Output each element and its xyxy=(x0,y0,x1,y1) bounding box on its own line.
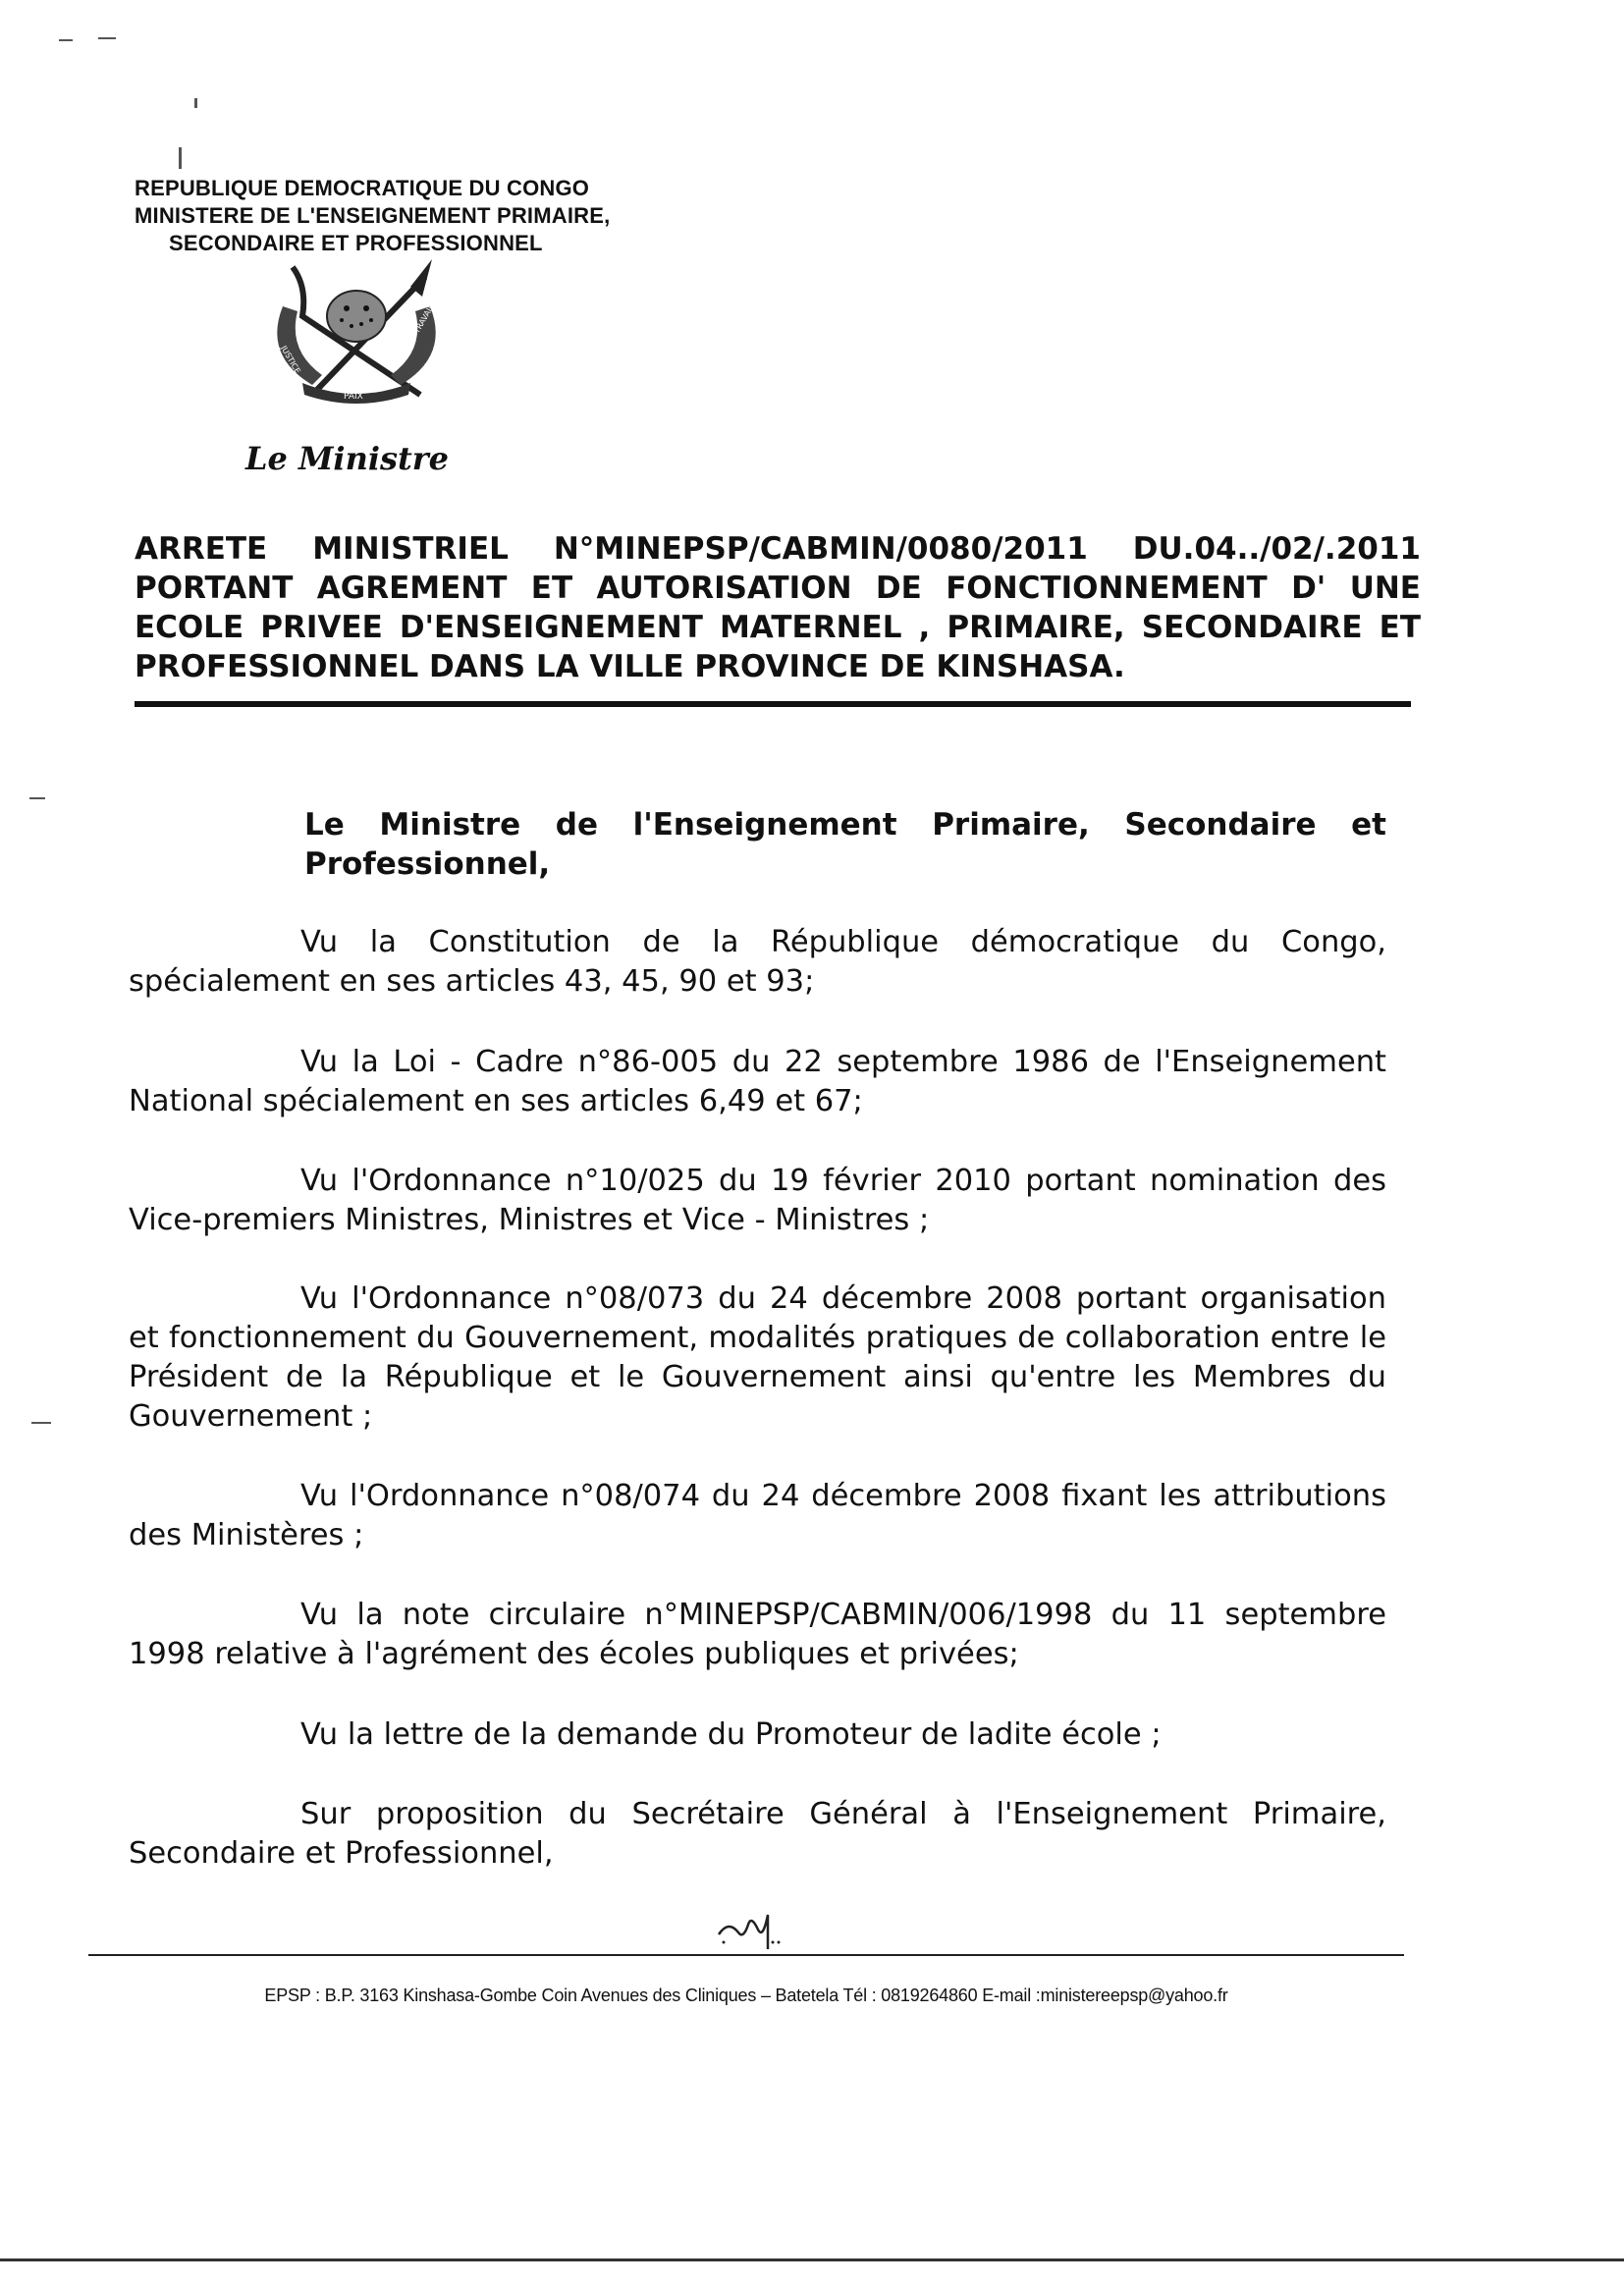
scan-speck xyxy=(194,98,197,108)
considerant-paragraph: Vu la lettre de la demande du Promoteur de ladite école ; xyxy=(300,1717,1162,1752)
considerant-paragraph: Vu l'Ordonnance n°08/073 du 24 décembre 2008 portant organisation et fonctionnement du Gouvernement, modalités pratiques de collaboration entre le Président de la République et le Gouvernement ainsi qu'entre les Membres du Gouvernement ; xyxy=(129,1281,1386,1434)
scan-speck xyxy=(59,39,73,41)
considerant-paragraph: Sur proposition du Secrétaire Général à l'Enseignement Primaire, Secondaire et Professionnel, xyxy=(129,1797,1386,1871)
decree-title-line: PROFESSIONNEL DANS LA VILLE PROVINCE DE KINSHASA. xyxy=(135,649,1125,684)
scan-speck xyxy=(29,797,45,799)
page-bottom-edge xyxy=(0,2258,1624,2261)
decree-intro: Le Ministre de l'Enseignement Primaire, Secondaire et Professionnel, xyxy=(304,807,1386,882)
decree-title-line: ECOLE PRIVEE D'ENSEIGNEMENT MATERNEL , PRIMAIRE, SECONDAIRE ET xyxy=(135,610,1421,645)
scan-speck xyxy=(179,147,182,169)
congo-coat-of-arms-icon xyxy=(253,257,460,405)
footer-divider xyxy=(88,1954,1404,1956)
header-ministry: MINISTERE DE L'ENSEIGNEMENT PRIMAIRE, xyxy=(135,203,611,228)
considerant-paragraph: Vu l'Ordonnance n°08/074 du 24 décembre 2008 fixant les attributions des Ministères ; xyxy=(129,1479,1386,1552)
considerant-paragraph: Vu la Constitution de la République démocratique du Congo, spécialement en ses articles 43, 45, 90 et 93; xyxy=(129,925,1386,999)
decree-title-line: PORTANT AGREMENT ET AUTORISATION DE FONCTIONNEMENT D' UNE xyxy=(135,571,1421,606)
decree-number: ARRETE MINISTRIEL N°MINEPSP/CABMIN/0080/2011 DU.04../02/.2011 xyxy=(135,531,1421,567)
header-country: REPUBLIQUE DEMOCRATIQUE DU CONGO xyxy=(135,176,590,200)
emblem-word-paix: PAIX xyxy=(344,392,363,402)
footer-address: EPSP : B.P. 3163 Kinshasa-Gombe Coin Avenues des Cliniques – Batetela Tél : 0819264860 E-mail :ministereepsp@yahoo.fr xyxy=(264,1986,1228,2005)
considerant-paragraph: Vu l'Ordonnance n°10/025 du 19 février 2010 portant nomination des Vice-premiers Ministres, Ministres et Vice - Ministres ; xyxy=(129,1164,1386,1237)
title-divider xyxy=(135,701,1411,707)
scan-speck xyxy=(31,1422,51,1424)
emblem-word-travail: TRAVAIL xyxy=(411,302,436,335)
considerant-paragraph: Vu la Loi - Cadre n°86-005 du 22 septembre 1986 de l'Enseignement National spécialement en ses articles 6,49 et 67; xyxy=(129,1045,1386,1118)
considerant-paragraph: Vu la note circulaire n°MINEPSP/CABMIN/006/1998 du 11 septembre 1998 relative à l'agrément des écoles publiques et privées; xyxy=(129,1598,1386,1671)
header-ministry-cont: SECONDAIRE ET PROFESSIONNEL xyxy=(169,231,543,255)
emblem-word-justice: JUSTICE xyxy=(279,344,302,376)
handwritten-initials xyxy=(714,1895,792,1954)
scan-speck xyxy=(98,37,116,39)
minister-label: Le Ministre xyxy=(245,440,450,477)
